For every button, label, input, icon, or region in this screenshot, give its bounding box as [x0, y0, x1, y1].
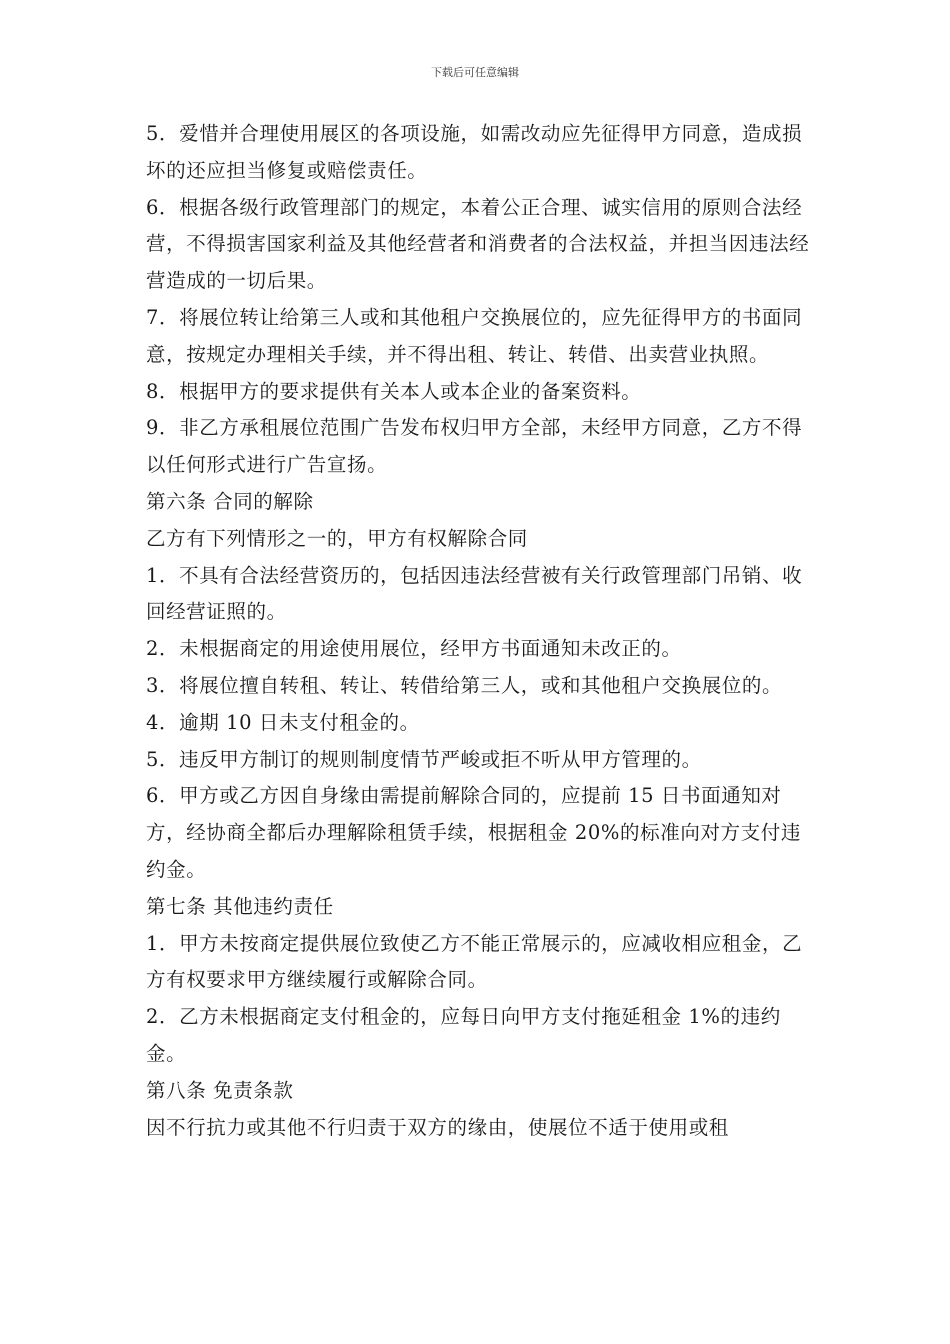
paragraph-clause-5: 5．爱惜并合理使用展区的各项设施，如需改动应先征得甲方同意，造成损坏的还应担当修复或赔偿责任。	[146, 122, 803, 182]
paragraph-clause-7: 7．将展位转让给第三人或和其他租户交换展位的，应先征得甲方的书面同意，按规定办理相关手续，并不得出租、转让、转借、出卖营业执照。	[146, 305, 803, 366]
paragraph-liability-2: 2．乙方未根据商定支付租金的，应每日向甲方支付拖延租金 1%的违约金。	[146, 1005, 781, 1065]
paragraph-clause-9: 9．非乙方承租展位范围广告发布权归甲方全部，未经甲方同意，乙方不得以任何形式进行广告宣扬。	[146, 416, 803, 477]
paragraph-clause-8: 8．根据甲方的要求提供有关本人或本企业的备案资料。	[146, 379, 642, 403]
paragraph-termination-2: 2．未根据商定的用途使用展位，经甲方书面通知未改正的。	[146, 637, 682, 661]
paragraph-termination-3: 3．将展位擅自转租、转让、转借给第三人，或和其他租户交换展位的。	[146, 673, 783, 697]
paragraph-liability-1: 1．甲方未按商定提供展位致使乙方不能正常展示的，应减收相应租金，乙方有权要求甲方继续履行或解除合同。	[146, 931, 803, 992]
paragraph-termination-4: 4．逾期 10 日未支付租金的。	[146, 710, 420, 734]
paragraph-exemption: 因不行抗力或其他不行归责于双方的缘由，使展位不适于使用或租	[146, 1115, 729, 1139]
paragraph-termination-6: 6．甲方或乙方因自身缘由需提前解除合同的，应提前 15 日书面通知对方，经协商全都后办理解除租赁手续，根据租金 20%的标准向对方支付违约金。	[146, 784, 801, 881]
paragraph-termination-1: 1．不具有合法经营资历的，包括因违法经营被有关行政管理部门吊销、收回经营证照的。	[146, 563, 803, 624]
section-heading-article-6: 第六条 合同的解除	[146, 489, 314, 513]
section-heading-article-8: 第八条 免责条款	[146, 1078, 294, 1102]
page-header: 下载后可任意编辑	[431, 66, 519, 79]
section-heading-article-7: 第七条 其他违约责任	[146, 894, 334, 918]
document-body	[146, 116, 810, 1146]
paragraph-intro-termination: 乙方有下列情形之一的，甲方有权解除合同	[146, 526, 528, 550]
paragraph-termination-5: 5．违反甲方制订的规则制度情节严峻或拒不听从甲方管理的。	[146, 747, 702, 771]
paragraph-clause-6: 6．根据各级行政管理部门的规定，本着公正合理、诚实信用的原则合法经营，不得损害国家利益及其他经营者和消费者的合法权益，并担当因违法经营造成的一切后果。	[146, 195, 810, 293]
